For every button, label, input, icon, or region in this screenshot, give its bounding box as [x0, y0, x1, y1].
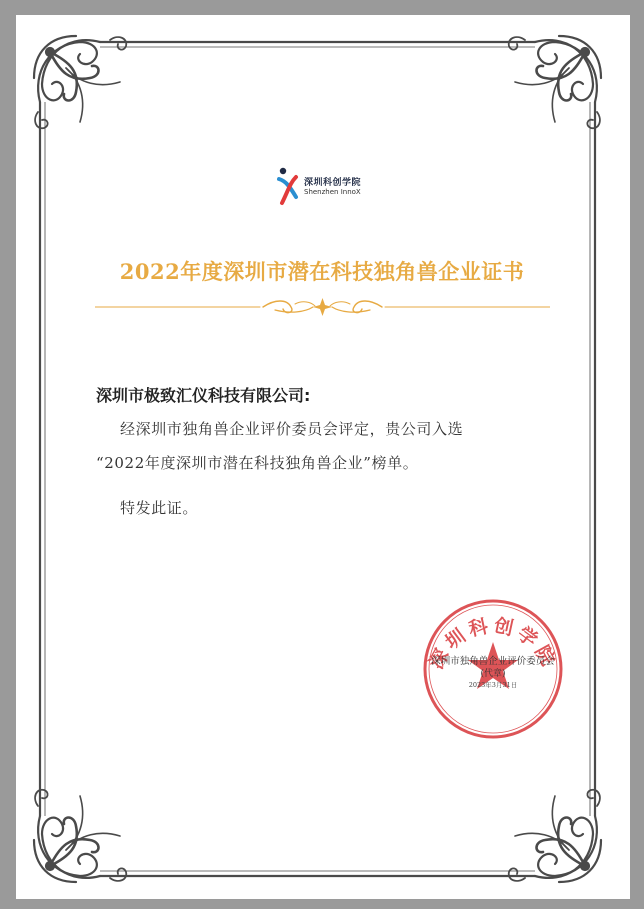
official-seal — [418, 594, 568, 744]
innox-logo-mark-icon — [276, 167, 300, 207]
closing-text: 特发此证。 — [120, 499, 199, 517]
certificate-title: 2022年度深圳市潜在科技独角兽企业证书 — [119, 259, 525, 284]
logo-name-cn: 深圳科创学院 — [304, 178, 362, 188]
logo-name-en: Shenzhen InnoX — [304, 188, 361, 196]
seal-ring-text: 深圳科创学院 — [425, 614, 561, 673]
innox-logo — [276, 167, 396, 207]
gold-divider-ornament — [95, 296, 550, 318]
seal-date: 2023年3月31日 — [468, 681, 518, 689]
body-text-line-2: “2022年度深圳市潜在科技独角兽企业”榜单。 — [96, 454, 419, 472]
seal-organization: 深圳市独角兽企业评价委员会 — [431, 656, 555, 667]
body-text-line-1: 经深圳市独角兽企业评价委员会评定，贵公司入选 — [120, 420, 464, 438]
recipient-company: 深圳市极致汇仪科技有限公司: — [96, 386, 311, 405]
seal-organization-note: (代章) — [480, 669, 506, 679]
